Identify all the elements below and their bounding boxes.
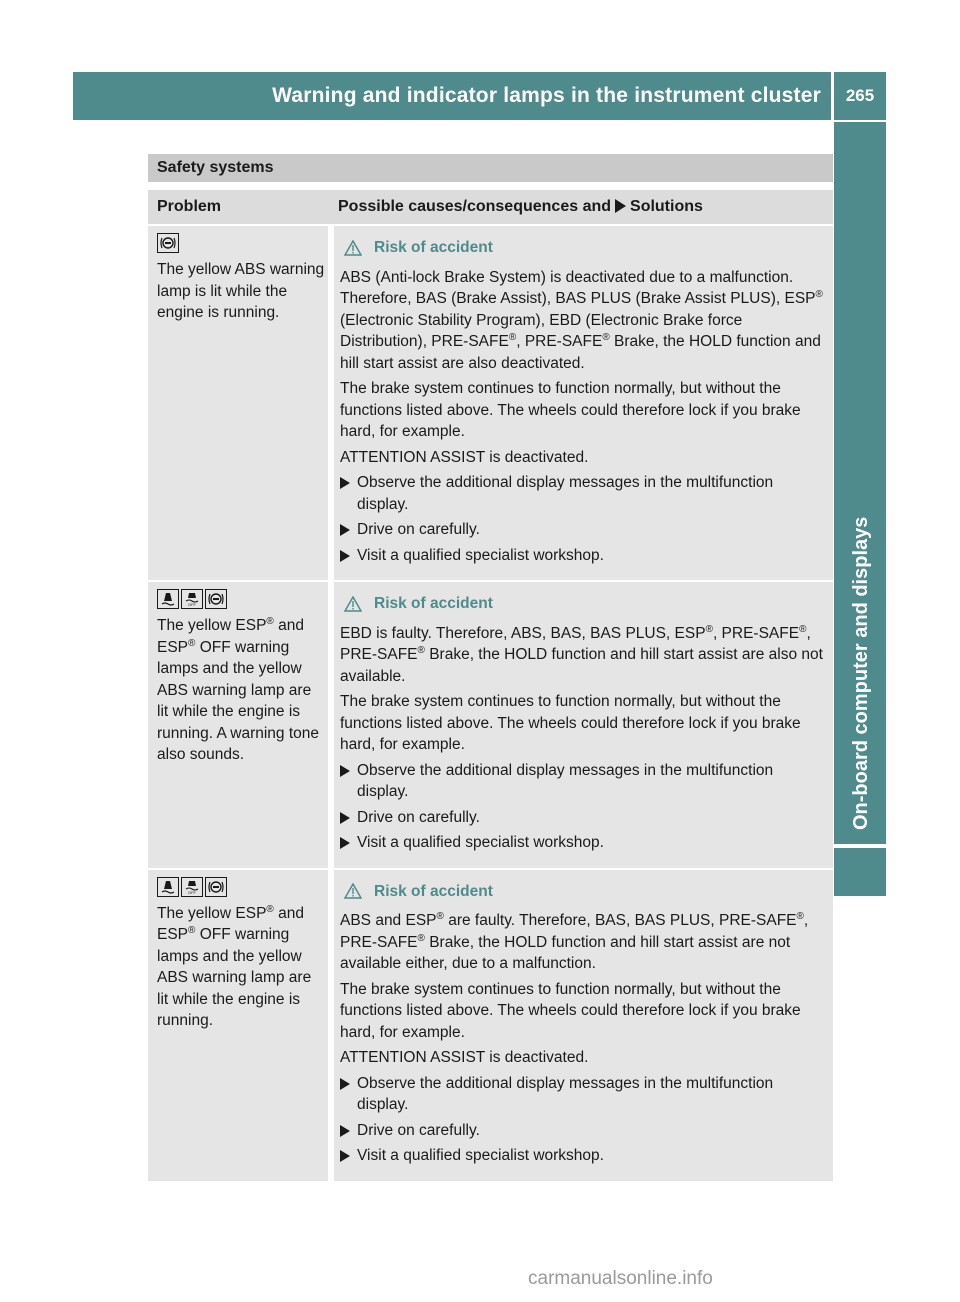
table-row (148, 226, 833, 580)
abs-lamp-icon (205, 589, 227, 609)
watermark: carmanualsonline.info (528, 1268, 713, 1289)
warning-triangle-icon (344, 883, 362, 899)
page-number: 265 (834, 72, 886, 120)
problem-text: The yellow ABS warning lamp is lit while the engine is running. (157, 261, 325, 321)
cause-paragraph: The brake system continues to function normally, but without the functions listed above. The wheels could therefore lock if you brake hard, for example. (340, 693, 801, 753)
cause-paragraph: ATTENTION ASSIST is deactivated. (340, 1049, 589, 1066)
solution-item: Visit a qualified specialist workshop. (340, 832, 827, 854)
table-row (148, 870, 833, 1181)
solution-item: Drive on carefully. (340, 1120, 827, 1142)
arrow-right-icon (340, 812, 350, 824)
arrow-right-icon (340, 765, 350, 777)
cause-paragraph: ABS (Anti-lock Brake System) is deactivated due to a malfunction. Therefore, BAS (Brake Assist), BAS PLUS (Brake Assist PLUS), ESP® (Electronic Stability Program), EBD (Electronic Brake force Distribution), PRE-SAFE®, PRE-SAFE® Brake, the HOLD function and hill start assist are also deactivated. (340, 268, 823, 372)
arrow-right-icon (340, 1125, 350, 1137)
warning-heading: Risk of accident (344, 237, 827, 259)
col-causes: Possible causes/consequences and Solutions (338, 198, 703, 215)
problem-cell (148, 870, 328, 1181)
abs-lamp-icon (205, 877, 227, 897)
arrow-right-icon (340, 1078, 350, 1090)
solution-item: Drive on carefully. (340, 807, 827, 829)
arrow-right-icon (340, 524, 350, 536)
cause-paragraph: ATTENTION ASSIST is deactivated. (340, 448, 589, 466)
cause-paragraph: ABS and ESP® are faulty. Therefore, BAS, BAS PLUS, PRE-SAFE®, PRE-SAFE® Brake, the HOLD function and hill start assist are not available either, due to a malfunction. (340, 910, 809, 972)
warning-heading: Risk of accident (344, 881, 827, 903)
side-square (834, 848, 886, 896)
table-header (148, 190, 833, 224)
esp-off-lamp-icon (181, 589, 203, 609)
problem-cell (148, 582, 328, 868)
solution-item: Observe the additional display messages in the multifunction display. (340, 1073, 827, 1116)
arrow-right-icon (340, 550, 350, 562)
warning-triangle-icon (344, 596, 362, 612)
solution-item: Observe the additional display messages in the multifunction display. (340, 760, 827, 803)
esp-off-lamp-icon (181, 877, 203, 897)
solution-item: Visit a qualified specialist workshop. (340, 1145, 827, 1167)
arrow-right-icon (340, 837, 350, 849)
svg-text:OFF: OFF (188, 889, 196, 894)
esp-lamp-icon (157, 589, 179, 609)
arrow-right-icon (340, 1150, 350, 1162)
problem-cell (148, 226, 328, 580)
problem-text: The yellow ESP® and ESP® OFF warning lamps and the yellow ABS warning lamp are lit while the engine is running. (157, 903, 312, 1029)
causes-cell (334, 226, 833, 580)
causes-cell (334, 870, 833, 1181)
arrow-right-icon (615, 199, 626, 213)
arrow-right-icon (340, 477, 350, 489)
solution-item: Visit a qualified specialist workshop. (340, 545, 827, 567)
esp-lamp-icon (157, 877, 179, 897)
solution-item: Observe the additional display messages in the multifunction display. (340, 472, 827, 515)
safety-table (148, 190, 833, 1183)
svg-text:OFF: OFF (188, 602, 196, 606)
cause-paragraph: The brake system continues to function normally, but without the functions listed above. The wheels could therefore lock if you brake hard, for example. (340, 980, 801, 1041)
side-tab-label: On-board computer and displays (850, 516, 872, 830)
problem-text: The yellow ESP® and ESP® OFF warning lamps and the yellow ABS warning lamp are lit while the engine is running. A warning tone also sounds. (157, 615, 320, 763)
causes-cell (334, 582, 833, 868)
table-row (148, 582, 833, 868)
chapter-title: Warning and indicator lamps in the instrument cluster (272, 84, 821, 107)
header-bar (73, 72, 831, 120)
cause-paragraph: The brake system continues to function normally, but without the functions listed above. The wheels could therefore lock if you brake hard, for example. (340, 380, 801, 440)
warning-triangle-icon (344, 240, 362, 256)
solution-item: Drive on carefully. (340, 519, 827, 541)
col-problem: Problem (157, 198, 222, 215)
warning-heading: Risk of accident (344, 593, 827, 615)
section-title: Safety systems (148, 154, 833, 182)
cause-paragraph: EBD is faulty. Therefore, ABS, BAS, BAS PLUS, ESP®, PRE-SAFE®, PRE-SAFE® Brake, the HOLD function and hill start assist are also not available. (340, 623, 823, 685)
abs-lamp-icon (157, 233, 179, 253)
